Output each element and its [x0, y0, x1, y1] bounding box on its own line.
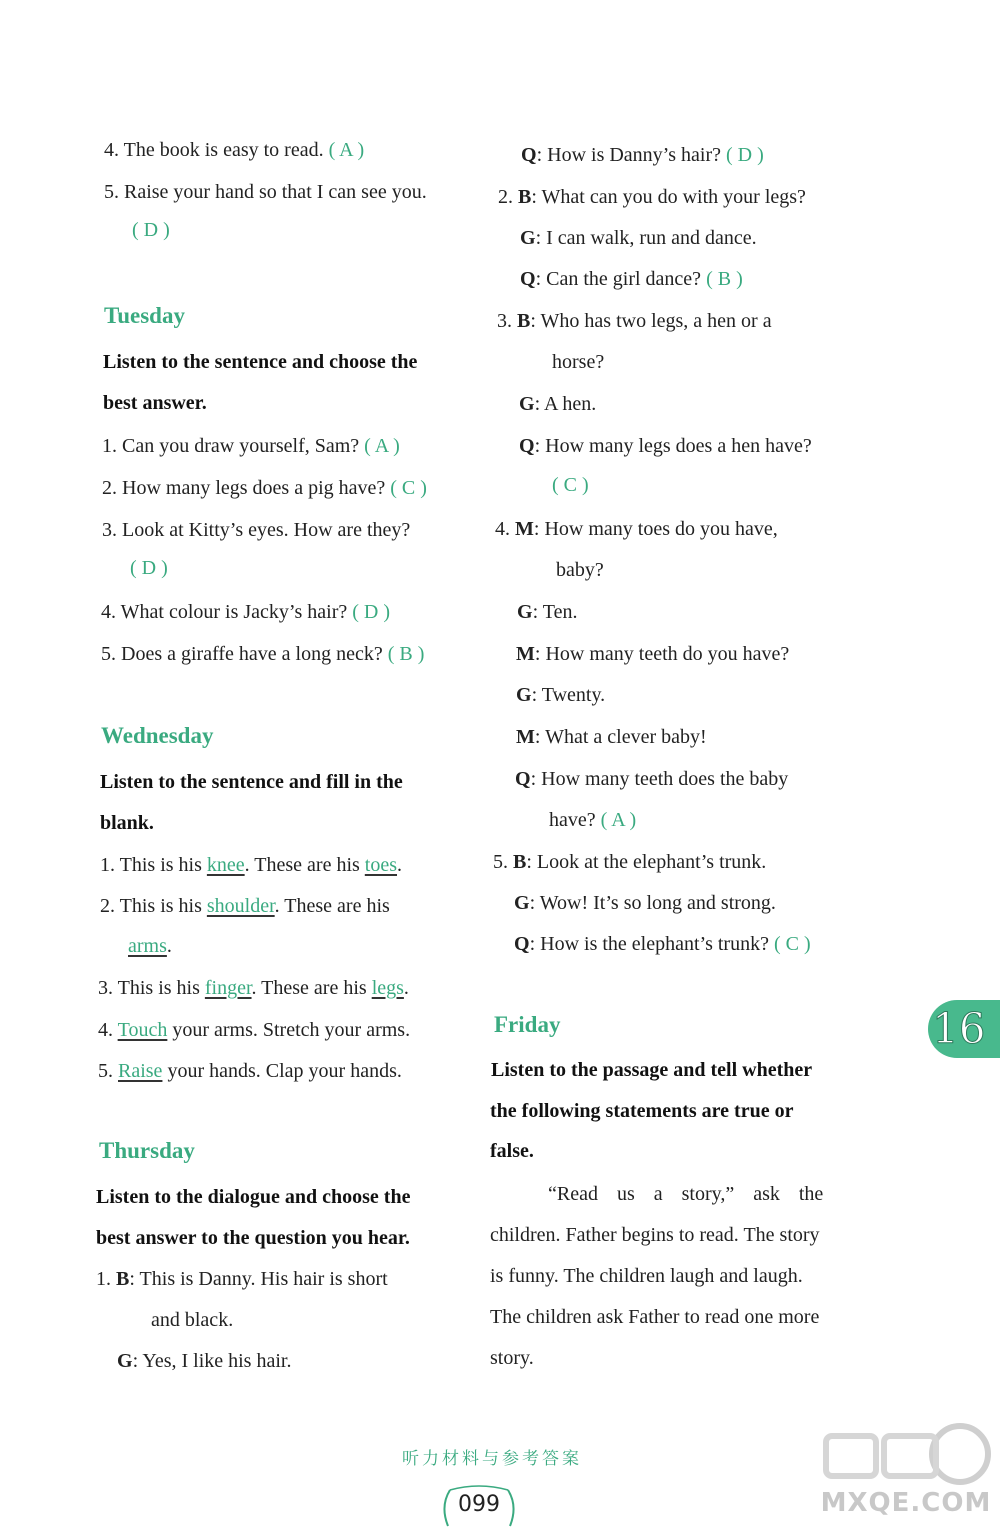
- answer: ( C ): [773, 933, 811, 955]
- instruction: blank.: [100, 812, 154, 834]
- speaker: Q: [515, 768, 531, 790]
- dialogue-line: 5. B: Look at the elephant’s trunk.: [493, 851, 767, 873]
- instruction: false.: [490, 1140, 534, 1162]
- dialogue-line: G: Twenty.: [516, 684, 606, 706]
- question-item: 5. Does a giraffe have a long neck? ( B ): [101, 643, 425, 665]
- speaker: Q: [514, 933, 530, 955]
- speaker: Q: [519, 435, 535, 457]
- page-number: 099: [458, 1492, 500, 1517]
- dialogue-line: M: What a clever baby!: [516, 726, 707, 748]
- dialogue-line: 1. B: This is Danny. His hair is short: [96, 1268, 388, 1290]
- answer: ( D ): [132, 219, 170, 241]
- answer: ( B ): [706, 268, 743, 290]
- question-item: 4. What colour is Jacky’s hair? ( D ): [101, 601, 390, 623]
- passage-line: The children ask Father to read one more: [490, 1306, 820, 1328]
- chapter-tab: [928, 1000, 1000, 1058]
- question-item: 3. Look at Kitty’s eyes. How are they?: [102, 519, 411, 541]
- passage-line: story.: [490, 1347, 534, 1369]
- filled-blank: arms: [128, 935, 167, 957]
- fill-item: 3. This is his finger. These are his legs.: [98, 977, 409, 999]
- passage-line: children. Father begins to read. The story: [490, 1224, 820, 1246]
- dialogue-line-cont: have? ( A ): [549, 809, 637, 831]
- speaker: M: [515, 518, 534, 540]
- dialogue-line: 3. B: Who has two legs, a hen or a: [497, 310, 772, 332]
- speaker: G: [117, 1350, 133, 1372]
- speaker: G: [520, 227, 536, 249]
- filled-blank: shoulder: [206, 895, 275, 917]
- dialogue-line-cont: and black.: [151, 1309, 234, 1331]
- dialogue-line: G: A hen.: [519, 393, 597, 415]
- dialogue-line: G: Wow! It’s so long and strong.: [514, 892, 776, 914]
- speaker: G: [519, 393, 535, 415]
- answer: ( D ): [725, 144, 764, 166]
- speaker: Q: [521, 144, 537, 166]
- dialogue-line: Q: Can the girl dance? ( B ): [520, 268, 743, 290]
- dialogue-line: 4. M: How many toes do you have,: [495, 518, 778, 540]
- answer: ( A ): [328, 139, 365, 161]
- fill-item: 4. Touch your arms. Stretch your arms.: [98, 1019, 411, 1041]
- dialogue-line: Q: How is Danny’s hair? ( D ): [521, 144, 764, 166]
- filled-blank: Touch: [117, 1019, 168, 1041]
- section-title-tuesday: Tuesday: [104, 303, 185, 328]
- answer: ( C ): [390, 477, 427, 499]
- instruction: the following statements are true or: [490, 1100, 794, 1122]
- speaker: G: [517, 601, 533, 623]
- instruction: Listen to the sentence and fill in the: [100, 771, 403, 793]
- instruction: best answer to the question you hear.: [96, 1227, 410, 1249]
- filled-blank: Raise: [118, 1060, 163, 1082]
- watermark: [818, 1410, 994, 1528]
- answer: ( B ): [387, 643, 425, 665]
- fill-item-cont: arms.: [128, 935, 172, 957]
- section-title-wednesday: Wednesday: [101, 723, 214, 748]
- answer: ( D ): [352, 601, 390, 623]
- filled-blank: legs: [371, 977, 404, 999]
- speaker: B: [513, 851, 527, 873]
- watermark-logo-icon: [818, 1410, 994, 1490]
- answer: ( C ): [552, 474, 589, 496]
- answer: ( A ): [600, 809, 637, 831]
- dialogue-line-cont: horse?: [552, 351, 605, 373]
- section-title-thursday: Thursday: [99, 1138, 195, 1163]
- dialogue-line: 2. B: What can you do with your legs?: [498, 186, 806, 208]
- filled-blank: finger: [204, 977, 252, 999]
- question-item: 2. How many legs does a pig have? ( C ): [102, 477, 427, 499]
- dialogue-line: M: How many teeth do you have?: [516, 643, 790, 665]
- passage-line: is funny. The children laugh and laugh.: [490, 1265, 803, 1287]
- speaker: B: [116, 1268, 130, 1290]
- page-number-badge: [436, 1482, 522, 1528]
- dialogue-line-cont: baby?: [556, 559, 604, 581]
- monday-item-5: 5. Raise your hand so that I can see you.: [104, 181, 427, 203]
- answer: ( A ): [364, 435, 400, 457]
- chapter-number: 16: [932, 1004, 986, 1053]
- filled-blank: knee: [206, 854, 245, 876]
- speaker: M: [516, 726, 535, 748]
- dialogue-line: Q: How many teeth does the baby: [515, 768, 789, 790]
- dialogue-line: G: Yes, I like his hair.: [117, 1350, 292, 1372]
- fill-item: 2. This is his shoulder. These are his: [100, 895, 390, 917]
- watermark-url: MXQE.COM: [820, 1488, 992, 1518]
- instruction: best answer.: [103, 392, 207, 414]
- fill-item: 1. This is his knee. These are his toes.: [100, 854, 403, 876]
- speaker: M: [516, 643, 535, 665]
- answer: ( D ): [130, 557, 168, 579]
- monday-item-4: 4. The book is easy to read. ( A ): [104, 139, 365, 161]
- filled-blank: toes: [364, 854, 398, 876]
- speaker: B: [517, 310, 531, 332]
- footer-title: 听力材料与参考答案: [402, 1449, 582, 1469]
- instruction: Listen to the passage and tell whether: [491, 1059, 813, 1081]
- dialogue-line: G: I can walk, run and dance.: [520, 227, 757, 249]
- dialogue-line: Q: How is the elephant’s trunk? ( C ): [514, 933, 811, 955]
- passage-line: “Read us a story,” ask the: [548, 1183, 824, 1205]
- instruction: Listen to the dialogue and choose the: [96, 1186, 411, 1208]
- speaker: B: [518, 186, 532, 208]
- instruction: Listen to the sentence and choose the: [103, 351, 418, 373]
- question-item: 1. Can you draw yourself, Sam? ( A ): [102, 435, 400, 457]
- fill-item: 5. Raise your hands. Clap your hands.: [98, 1060, 402, 1082]
- dialogue-line: G: Ten.: [517, 601, 578, 623]
- speaker: Q: [520, 268, 536, 290]
- speaker: G: [514, 892, 530, 914]
- speaker: G: [516, 684, 532, 706]
- section-title-friday: Friday: [494, 1012, 561, 1037]
- dialogue-line: Q: How many legs does a hen have?: [519, 435, 812, 457]
